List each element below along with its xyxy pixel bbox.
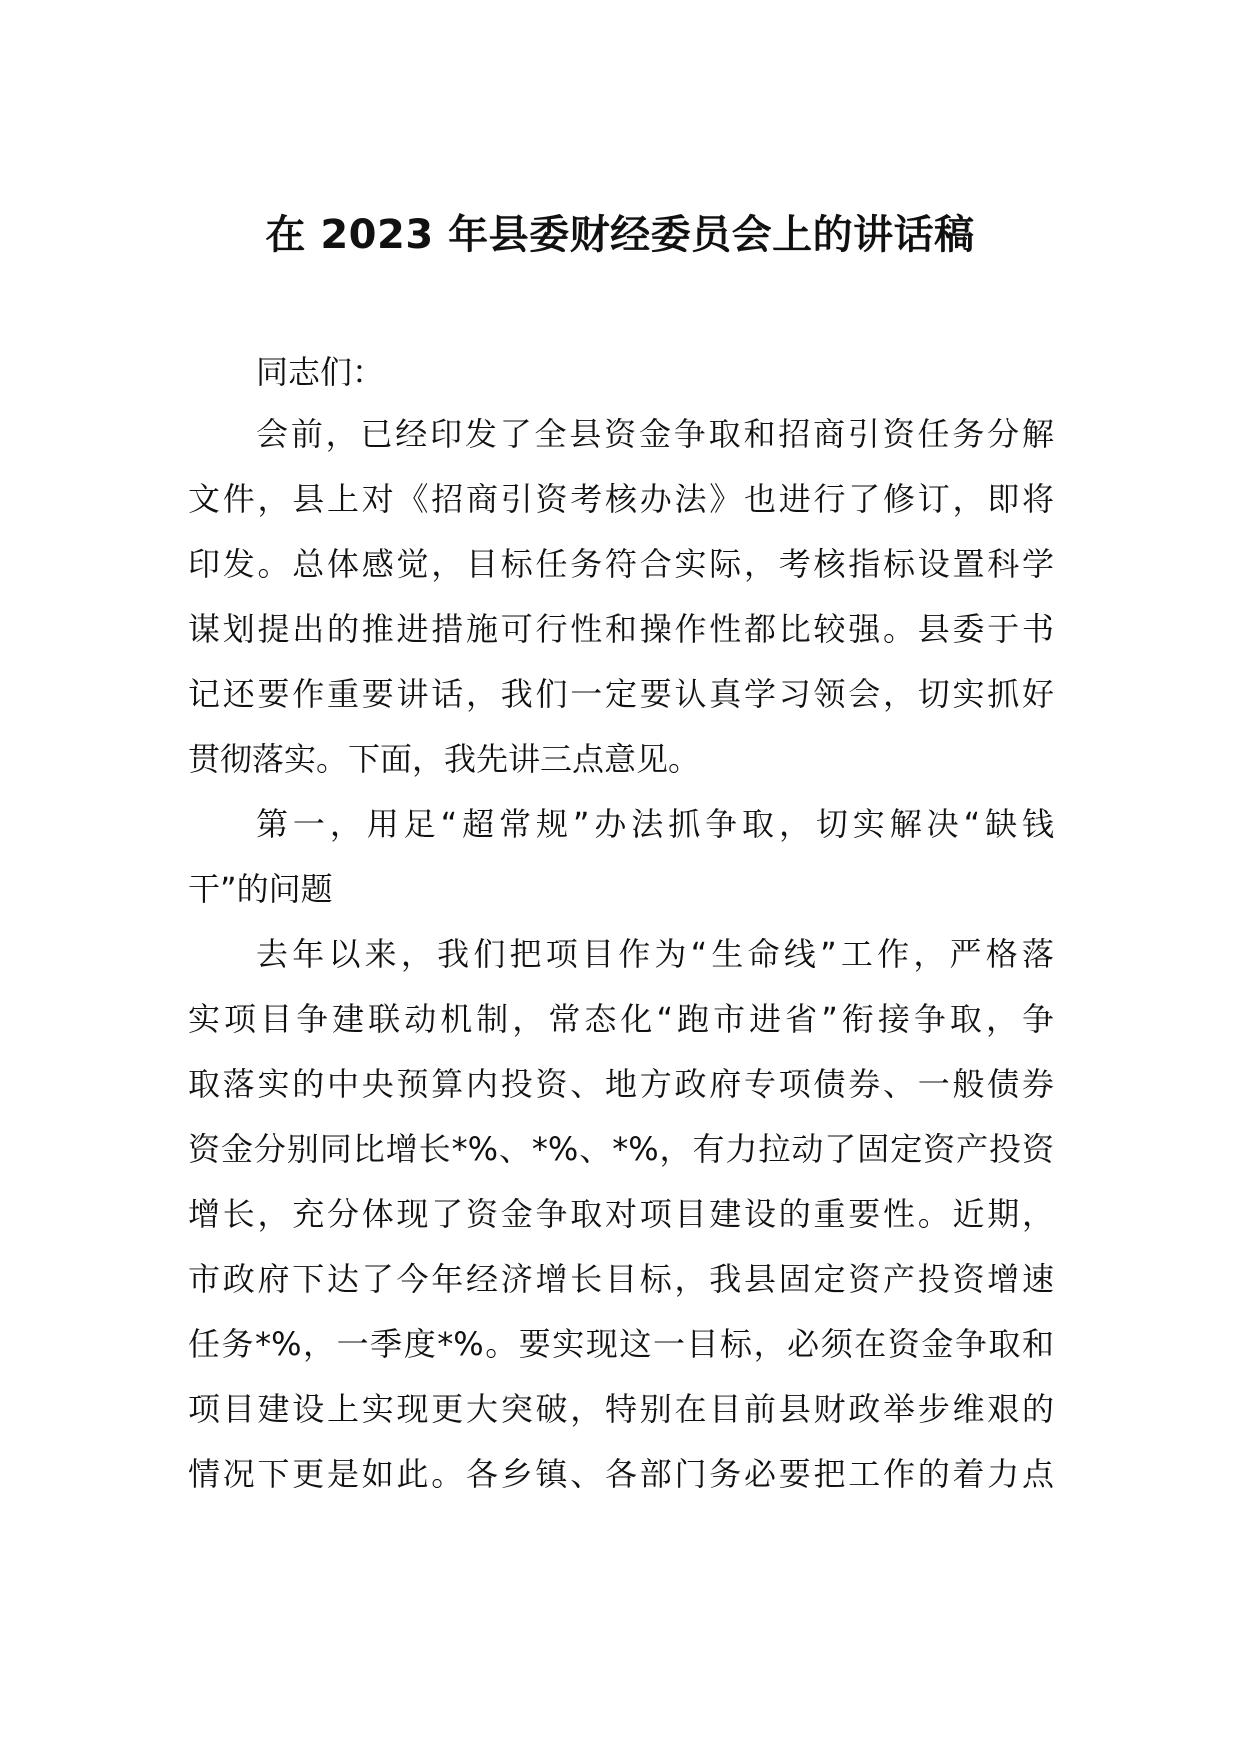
- paragraph-line: 会前，已经印发了全县资金争取和招商引资任务分解: [256, 415, 1054, 453]
- paragraph-line: 干”的问题: [188, 870, 333, 908]
- paragraph-1: [188, 402, 1054, 792]
- paragraph-line: 印发。总体感觉，目标任务符合实际，考核指标设置科学: [188, 545, 1054, 583]
- paragraph-line: 实项目争建联动机制，常态化“跑市进省”衔接争取，争: [188, 1000, 1054, 1038]
- paragraph-line: 谋划提出的推进措施可行性和操作性都比较强。县委于书: [188, 610, 1054, 648]
- paragraph-line: 第一，用足“超常规”办法抓争取，切实解决“缺钱: [256, 805, 1054, 843]
- paragraph-line: 项目建设上实现更大突破，特别在目前县财政举步维艰的: [188, 1390, 1054, 1428]
- paragraph-line: 市政府下达了今年经济增长目标，我县固定资产投资增速: [188, 1260, 1054, 1298]
- paragraph-line: 增长，充分体现了资金争取对项目建设的重要性。近期，: [188, 1195, 1054, 1233]
- salutation: [188, 340, 1054, 405]
- paragraph-line: 记还要作重要讲话，我们一定要认真学习领会，切实抓好: [188, 675, 1054, 713]
- paragraph-line: 去年以来，我们把项目作为“生命线”工作，严格落: [256, 935, 1054, 973]
- document-title: 在 2023 年县委财经委员会上的讲话稿: [265, 212, 975, 258]
- paragraph-line: 情况下更是如此。各乡镇、各部门务必要把工作的着力点: [188, 1455, 1054, 1493]
- paragraph-line: 资金分别同比增长*%、*%、*%，有力拉动了固定资产投资: [188, 1130, 1054, 1168]
- paragraph-line: 贯彻落实。下面，我先讲三点意见。: [188, 740, 701, 778]
- section-heading-1: [188, 792, 1054, 922]
- paragraph-line: 文件，县上对《招商引资考核办法》也进行了修订，即将: [188, 480, 1054, 518]
- paragraph-line: 任务*%，一季度*%。要实现这一目标，必须在资金争取和: [188, 1325, 1054, 1363]
- paragraph-3: [188, 922, 1054, 1507]
- salutation-line: 同志们：: [256, 353, 385, 391]
- paragraph-line: 取落实的中央预算内投资、地方政府专项债券、一般债券: [188, 1065, 1054, 1103]
